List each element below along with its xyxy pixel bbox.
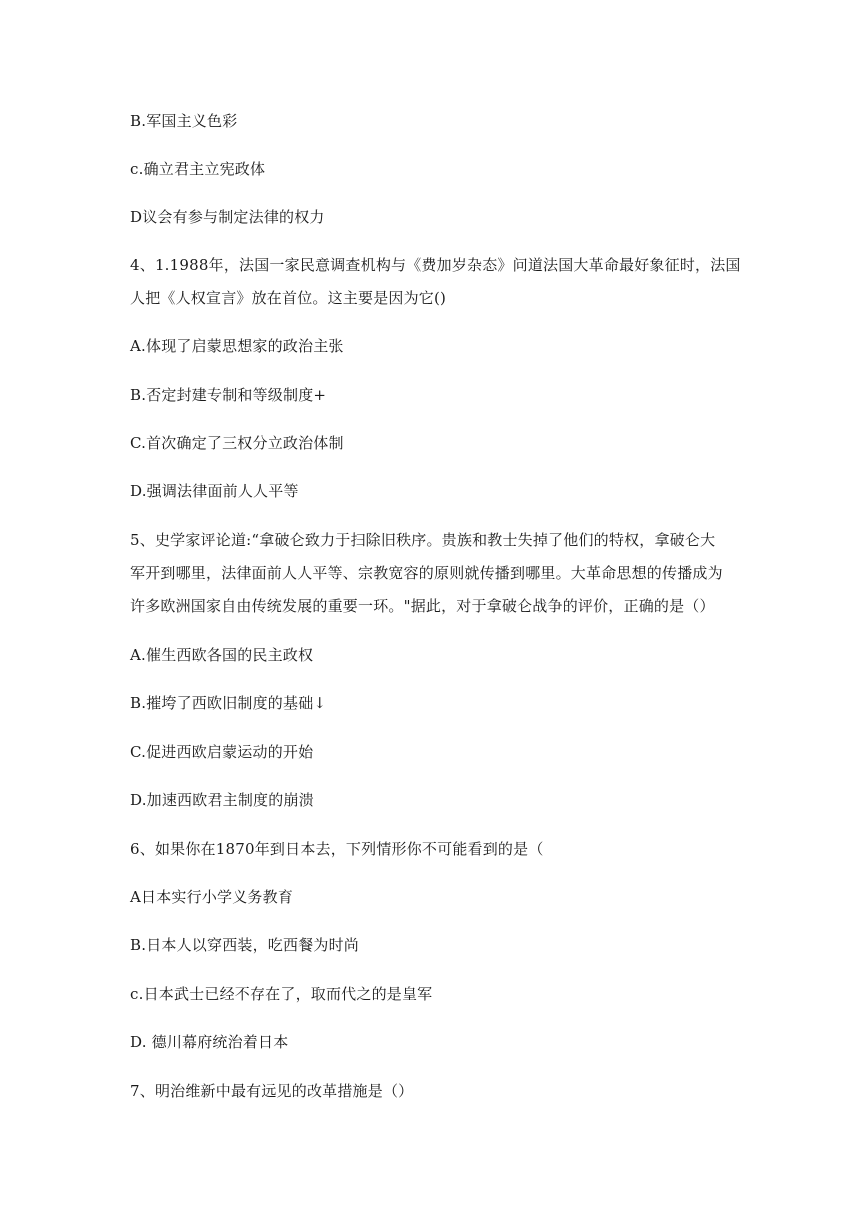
question-6: 6、如果你在1870年到日本去，下列情形你不可能看到的是（ xyxy=(130,840,544,858)
option-6d: D. 德川幕府统治着日本 xyxy=(130,1033,289,1051)
option-3c: c.确立君主立宪政体 xyxy=(130,160,266,178)
option-3d: D议会有参与制定法律的权力 xyxy=(130,208,325,226)
option-3b: B.军国主义色彩 xyxy=(130,112,238,130)
option-4c: C.首次确定了三权分立政治体制 xyxy=(130,434,344,452)
option-4a: A.体现了启蒙思想家的政治主张 xyxy=(130,337,344,355)
option-4b: B.否定封建专制和等级制度+ xyxy=(130,386,327,404)
question-5-line-2: 军开到哪里，法律面前人人平等、宗教宽容的原则就传播到哪里。大革命思想的传播成为 xyxy=(130,564,723,582)
option-6a: A日本实行小学义务教育 xyxy=(130,888,294,906)
option-6c: c.日本武士已经不存在了，取而代之的是皇军 xyxy=(130,985,433,1003)
question-5-line-3: 许多欧洲国家自由传统发展的重要一环。"据此，对于拿破仑战争的评价，正确的是（） xyxy=(130,597,715,615)
question-4-line-2: 人把《人权宣言》放在首位。这主要是因为它() xyxy=(130,289,447,307)
question-7: 7、明治维新中最有远见的改革措施是（） xyxy=(130,1082,414,1100)
option-5b: B.摧垮了西欧旧制度的基础↓ xyxy=(130,694,327,712)
question-4-line-1: 4、1.1988年，法国一家民意调查机构与《费加岁杂态》问道法国大革命最好象征时，法国 xyxy=(130,256,741,274)
option-5a: A.催生西欧各国的民主政权 xyxy=(130,646,314,664)
option-5d: D.加速西欧君主制度的崩溃 xyxy=(130,791,314,809)
option-6b: B.日本人以穿西装，吃西餐为时尚 xyxy=(130,936,359,954)
option-5c: C.促进西欧启蒙运动的开始 xyxy=(130,743,314,761)
question-5-line-1: 5、史学家评论道:“拿破仑致力于扫除旧秩序。贵族和教士失掉了他们的特权，拿破仑大 xyxy=(130,531,716,549)
option-4d: D.强调法律面前人人平等 xyxy=(130,482,299,500)
